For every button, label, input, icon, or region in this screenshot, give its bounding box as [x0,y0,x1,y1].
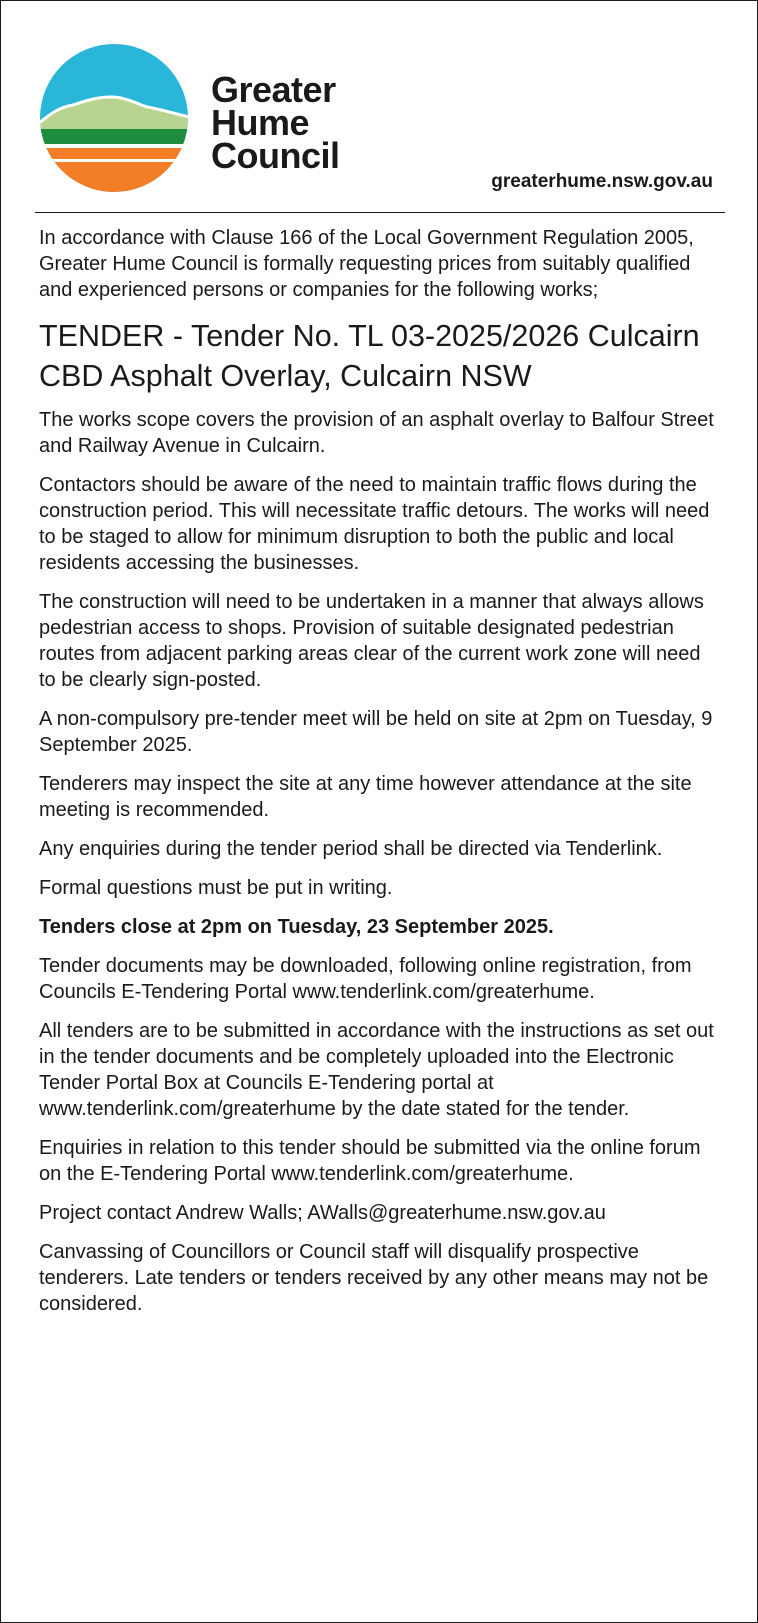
council-name-line-3: Council [211,135,340,176]
submission-paragraph: All tenders are to be submitted in accordance with the instructions as set out in the tender documents and be completely uploaded into the Electronic Tender Portal Box at Councils E-Tendering portal at www.tenderlink.com/greaterhume by the date stated for the tender. [39,1020,714,1120]
logo-white-stripe [39,159,189,162]
pedestrian-paragraph: The construction will need to be undertaken in a manner that always allows pedestrian access to shops. Provision of suitable designated pedestrian routes from adjacent parking areas clear of the current work zone will need to be clearly sign-posted. [39,591,704,691]
enquiries-period-paragraph: Any enquiries during the tender period shall be directed via Tenderlink. [39,838,663,860]
traffic-paragraph: Contactors should be aware of the need to maintain traffic flows during the construction period. This will necessitate traffic detours. The works will need to be staged to allow for minimum disruption to both the public and local residents accessing the businesses. [39,474,710,574]
logo-white-gap [39,144,189,148]
formal-questions-paragraph: Formal questions must be put in writing. [39,877,393,899]
logo-orange-band [39,148,189,193]
tender-close-paragraph: Tenders close at 2pm on Tuesday, 23 September 2025. [39,916,554,938]
council-name-line-1: Greater [211,69,336,110]
inspection-paragraph: Tenderers may inspect the site at any time however attendance at the site meeting is recommended. [39,773,692,821]
documents-paragraph: Tender documents may be downloaded, following online registration, from Councils E-Tendering Portal www.tenderlink.com/greaterhume. [39,955,692,1003]
website-url[interactable]: greaterhume.nsw.gov.au [491,171,713,192]
council-logo-icon [39,43,189,193]
canvassing-paragraph: Canvassing of Councillors or Council staff will disqualify prospective tenderers. Late tenders or tenders received by any other means may not be considered. [39,1241,709,1315]
notice-header [1,1,757,213]
council-name [211,69,340,176]
tender-title: TENDER - Tender No. TL 03-2025/2026 Culcairn CBD Asphalt Overlay, Culcairn NSW [39,319,700,393]
meeting-paragraph: A non-compulsory pre-tender meet will be held on site at 2pm on Tuesday, 9 September 2025. [39,708,713,756]
notice-body [1,213,757,1317]
contact-paragraph: Project contact Andrew Walls; AWalls@greaterhume.nsw.gov.au [39,1202,606,1224]
logo-green-band [39,129,189,144]
intro-paragraph: In accordance with Clause 166 of the Local Government Regulation 2005, Greater Hume Council is formally requesting prices from suitably qualified and experienced persons or companies for the following works; [39,227,694,301]
header-divider [35,212,725,213]
scope-paragraph: The works scope covers the provision of an asphalt overlay to Balfour Street and Railway Avenue in Culcairn. [39,409,714,457]
forum-paragraph: Enquiries in relation to this tender should be submitted via the online forum on the E-Tendering Portal www.tenderlink.com/greaterhume. [39,1137,701,1185]
council-name-line-2: Hume [211,102,310,143]
